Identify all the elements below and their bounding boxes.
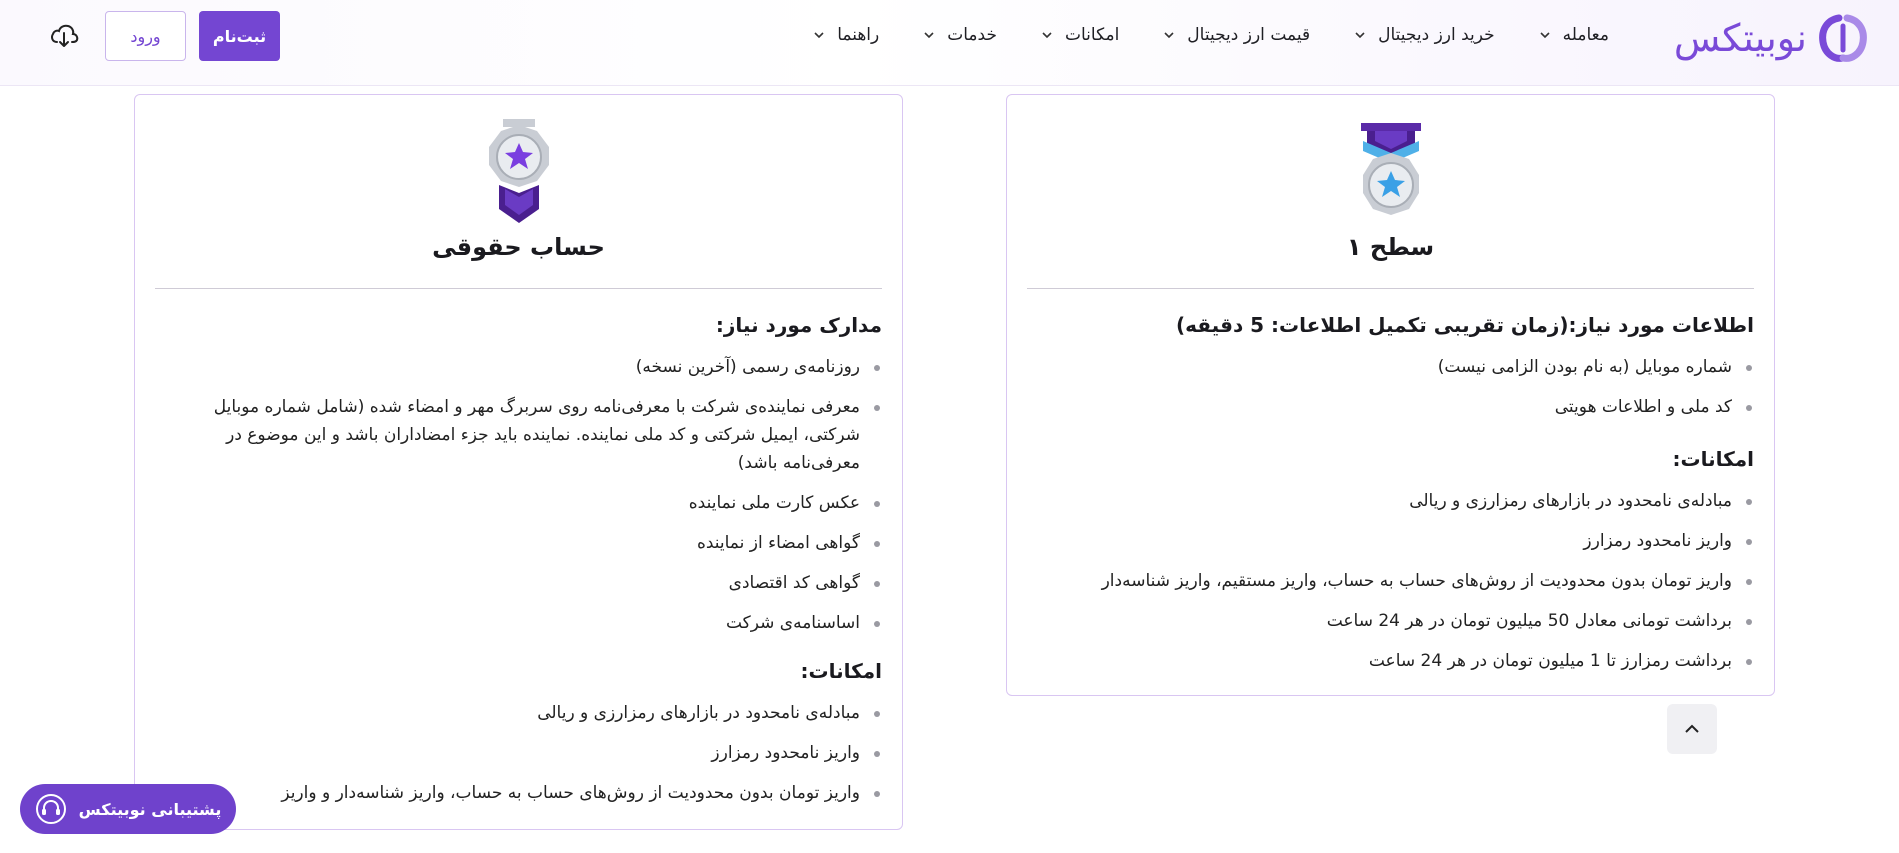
list-item: معرفی نماینده‌ی شرکت با معرفی‌نامه روی سربرگ مهر و امضاء شده (شامل شماره موبایل شرکتی، ایمیل شرکتی و کد ملی نماینده. نماینده باید جزء امضاداران باشد و این موضوع در معرفی‌نامه باشد) (155, 393, 882, 477)
logo[interactable] (1674, 10, 1869, 66)
chevron-down-icon (1041, 29, 1053, 41)
legal-account-title: حساب حقوقی (432, 233, 605, 261)
list-item: شماره موبایل (به نام بودن الزامی نیست) (1027, 353, 1754, 381)
nav-item-label: معامله (1562, 25, 1609, 45)
list-item: برداشت رمزارز تا 1 میلیون تومان در هر 24 ساعت (1027, 647, 1754, 675)
level-1-title: سطح ۱ (1346, 233, 1435, 261)
top-header (0, 0, 1899, 86)
nav-item-trade[interactable] (1539, 25, 1609, 45)
nav-item-label: راهنما (837, 25, 880, 45)
list-item: واریز نامحدود رمزارز (1027, 527, 1754, 555)
level-1-medal-icon (1351, 123, 1431, 223)
chevron-down-icon (1539, 29, 1551, 41)
required-info-list (1027, 353, 1754, 433)
list-item: مبادله‌ی نامحدود در بازارهای رمزارزی و ریالی (155, 699, 882, 727)
support-label: پشتیبانی نوبیتکس (78, 799, 222, 819)
chevron-down-icon (923, 29, 935, 41)
divider (155, 288, 882, 289)
nav-item-label: خدمات (947, 25, 997, 45)
legal-account-card (134, 94, 903, 830)
level-1-card (1006, 94, 1775, 696)
list-item: اساسنامه‌ی شرکت (155, 609, 882, 637)
legal-account-medal-icon (479, 119, 559, 225)
signup-button[interactable]: ثبت‌نام (199, 11, 280, 61)
nav-item-label: خرید ارز دیجیتال (1378, 25, 1495, 45)
features-title: امکانات: (1672, 447, 1754, 471)
nav-item-crypto-price[interactable] (1163, 25, 1310, 45)
main-nav (813, 0, 1609, 70)
nav-item-buy-crypto[interactable] (1354, 25, 1495, 45)
list-item: کد ملی و اطلاعات هویتی (1027, 393, 1754, 421)
chevron-down-icon (813, 29, 825, 41)
nav-item-label: امکانات (1064, 25, 1120, 45)
nobitex-logo-icon (1817, 12, 1869, 64)
logo-text: نوبیتکس (1673, 16, 1807, 60)
chevron-down-icon (1163, 29, 1175, 41)
list-item: مبادله‌ی نامحدود در بازارهای رمزارزی و ریالی (1027, 487, 1754, 515)
chevron-down-icon (1354, 29, 1366, 41)
login-button[interactable]: ورود (105, 11, 186, 61)
features-title: امکانات: (800, 659, 882, 683)
list-item: گواهی امضاء از نماینده (155, 529, 882, 557)
list-item: برداشت تومانی معادل 50 میلیون تومان در هر 24 ساعت (1027, 607, 1754, 635)
nav-item-features[interactable] (1041, 25, 1119, 45)
features-list (155, 699, 882, 819)
required-docs-title: مدارک مورد نیاز: (715, 313, 882, 337)
list-item: واریز تومان بدون محدودیت از روش‌های حساب به حساب، واریز مستقیم، واریز شناسه‌دار (1027, 567, 1754, 595)
list-item: واریز تومان بدون محدودیت از روش‌های حساب به حساب، واریز شناسه‌دار و واریز (155, 779, 882, 807)
list-item: گواهی کد اقتصادی (155, 569, 882, 597)
support-button[interactable] (20, 784, 236, 834)
list-item: روزنامه‌ی رسمی (آخرین نسخه) (155, 353, 882, 381)
required-docs-list (155, 353, 882, 649)
divider (1027, 288, 1754, 289)
download-app-icon[interactable] (48, 20, 80, 52)
nav-item-guide[interactable] (813, 25, 879, 45)
list-item: عکس کارت ملی نماینده (155, 489, 882, 517)
scroll-to-top-button[interactable] (1667, 704, 1717, 754)
nav-item-label: قیمت ارز دیجیتال (1187, 25, 1311, 45)
list-item: واریز نامحدود رمزارز (155, 739, 882, 767)
required-info-title: اطلاعات مورد نیاز:(زمان تقریبی تکمیل اطلاعات: 5 دقیقه) (1176, 313, 1754, 337)
features-list (1027, 487, 1754, 687)
headset-icon (35, 793, 67, 825)
nav-item-services[interactable] (923, 25, 997, 45)
chevron-up-icon (1683, 720, 1701, 738)
